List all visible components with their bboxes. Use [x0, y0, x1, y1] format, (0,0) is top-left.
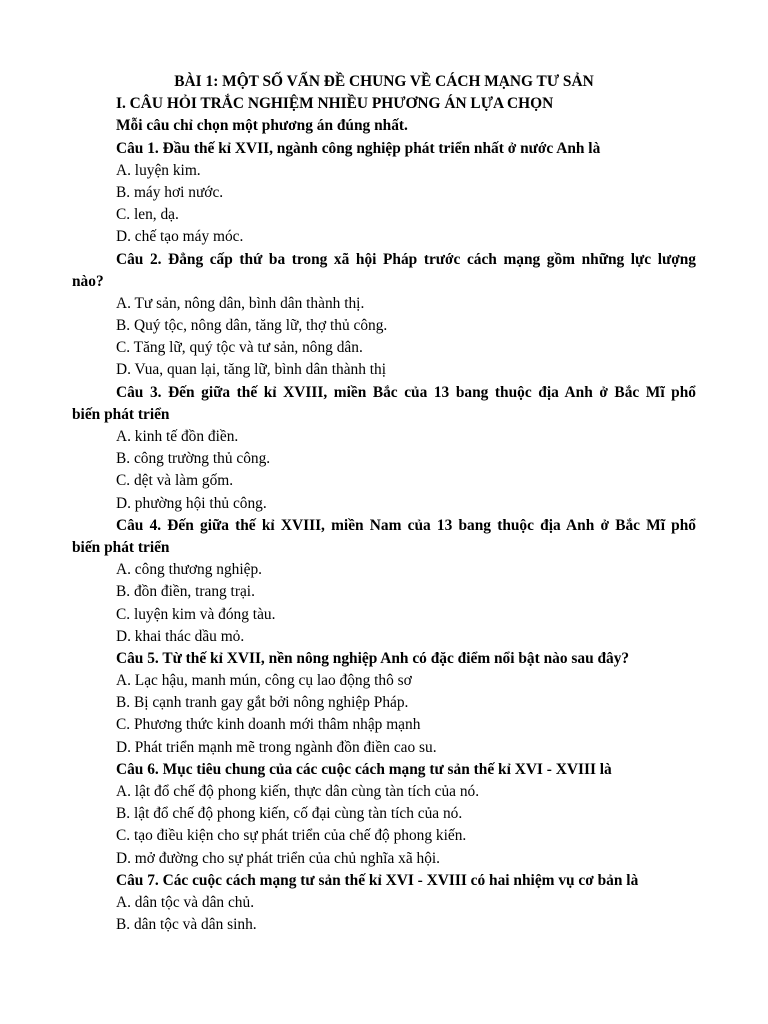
question-4: Câu 4. Đến giữa thế kỉ XVIII, miền Nam của 13 bang thuộc địa Anh ở Bắc Mĩ phổ — [116, 516, 696, 534]
document-page — [0, 71, 768, 936]
option-6c: C. tạo điều kiện cho sự phát triển của chế độ phong kiến. — [116, 827, 467, 845]
question-1: Câu 1. Đầu thế kỉ XVII, ngành công nghiệp phát triển nhất ở nước Anh là — [116, 139, 601, 157]
option-1a: A. luyện kim. — [116, 161, 201, 179]
option-2c: C. Tăng lữ, quý tộc và tư sản, nông dân. — [116, 339, 363, 357]
option-1d: D. chế tạo máy móc. — [116, 228, 244, 246]
question-7: Câu 7. Các cuộc cách mạng tư sản thế kỉ XVI - XVIII có hai nhiệm vụ cơ bản là — [116, 871, 639, 889]
option-4a: A. công thương nghiệp. — [116, 561, 263, 579]
question-2: Câu 2. Đẳng cấp thứ ba trong xã hội Pháp trước cách mạng gồm những lực lượng — [116, 250, 696, 268]
option-1b: B. máy hơi nước. — [116, 183, 224, 201]
question-5: Câu 5. Từ thế kỉ XVII, nền nông nghiệp Anh có đặc điểm nổi bật nào sau đây? — [116, 649, 630, 667]
option-4d: D. khai thác dầu mỏ. — [116, 627, 245, 645]
option-4b: B. đồn điền, trang trại. — [116, 583, 255, 601]
option-7a: A. dân tộc và dân chủ. — [116, 893, 255, 911]
option-3b: B. công trường thủ công. — [116, 450, 271, 468]
option-5c: C. Phương thức kinh doanh mới thâm nhập mạnh — [116, 716, 421, 734]
option-3c: C. dệt và làm gốm. — [116, 472, 234, 490]
option-1c: C. len, dạ. — [116, 206, 179, 224]
option-5a: A. Lạc hậu, manh mún, công cụ lao động thô sơ — [116, 672, 412, 690]
question-6: Câu 6. Mục tiêu chung của các cuộc cách mạng tư sản thế kỉ XVI - XVIII là — [116, 760, 612, 778]
option-3d: D. phường hội thủ công. — [116, 494, 267, 512]
option-2b: B. Quý tộc, nông dân, tăng lữ, thợ thủ công. — [116, 317, 388, 335]
option-2d: D. Vua, quan lại, tăng lữ, bình dân thành thị — [116, 361, 387, 379]
question-3-cont: biến phát triển — [72, 405, 170, 423]
option-6d: D. mở đường cho sự phát triển của chủ nghĩa xã hội. — [116, 849, 441, 867]
option-5d: D. Phát triển mạnh mẽ trong ngành đồn điền cao su. — [116, 738, 437, 756]
option-5b: B. Bị cạnh tranh gay gắt bởi nông nghiệp Pháp. — [116, 694, 409, 712]
lesson-title: BÀI 1: MỘT SỐ VẤN ĐỀ CHUNG VỀ CÁCH MẠNG TƯ SẢN — [174, 73, 594, 90]
question-4-cont: biến phát triển — [72, 538, 170, 556]
option-4c: C. luyện kim và đóng tàu. — [116, 605, 276, 623]
option-7b: B. dân tộc và dân sinh. — [116, 916, 257, 934]
option-3a: A. kinh tế đồn điền. — [116, 428, 239, 445]
section-heading: I. CÂU HỎI TRẮC NGHIỆM NHIỀU PHƯƠNG ÁN LỰA CHỌN — [116, 95, 554, 113]
instruction-text: Mỗi câu chỉ chọn một phương án đúng nhất. — [116, 117, 408, 135]
option-6b: B. lật đổ chế độ phong kiến, cố đại cùng tàn tích của nó. — [116, 805, 463, 823]
option-6a: A. lật đổ chế độ phong kiến, thực dân cùng tàn tích của nó. — [116, 783, 480, 800]
question-2-cont: nào? — [72, 272, 104, 290]
option-2a: A. Tư sản, nông dân, bình dân thành thị. — [116, 294, 365, 312]
question-3: Câu 3. Đến giữa thế kỉ XVIII, miền Bắc của 13 bang thuộc địa Anh ở Bắc Mĩ phổ — [116, 383, 696, 401]
